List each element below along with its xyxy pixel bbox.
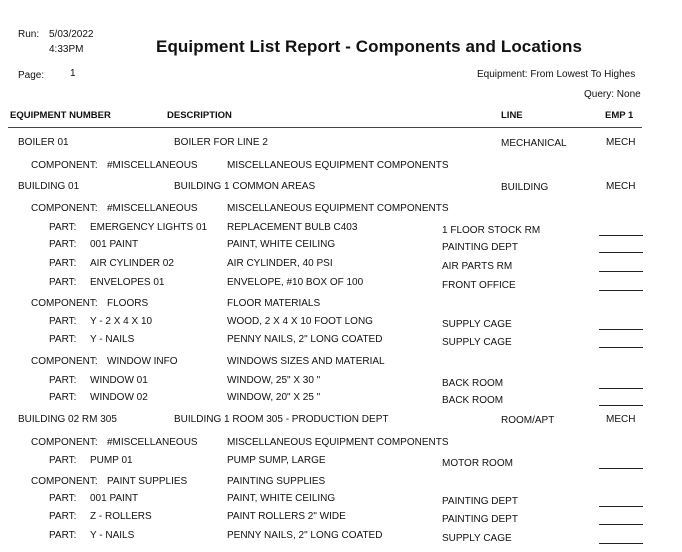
part-name: PUMP 01 (90, 455, 133, 466)
part-location: PAINTING DEPT (442, 242, 518, 253)
part-description: REPLACEMENT BULB C403 (227, 222, 358, 233)
col-line: LINE (501, 110, 523, 121)
component-description: MISCELLANEOUS EQUIPMENT COMPONENTS (227, 437, 449, 448)
component-description: MISCELLANEOUS EQUIPMENT COMPONENTS (227, 203, 449, 214)
part-location: SUPPLY CAGE (442, 319, 512, 330)
quantity-blank-line (599, 271, 643, 272)
report-title: Equipment List Report - Components and Locations (156, 37, 583, 56)
equipment-emp: MECH (606, 414, 636, 425)
equipment-emp: MECH (606, 181, 636, 192)
quantity-blank-line (599, 235, 643, 236)
run-label: Run: (18, 29, 40, 40)
part-location: MOTOR ROOM (442, 458, 513, 469)
equipment-emp: MECH (606, 137, 636, 148)
equipment-number: BUILDING 01 (18, 181, 80, 192)
part-name: WINDOW 01 (90, 375, 148, 386)
part-label: PART: (49, 334, 77, 345)
component-name: #MISCELLANEOUS (107, 160, 198, 171)
part-location: SUPPLY CAGE (442, 533, 512, 544)
quantity-blank-line (599, 388, 643, 389)
equipment-line: MECHANICAL (501, 138, 567, 149)
part-label: PART: (49, 277, 77, 288)
component-label: COMPONENT: (31, 298, 98, 309)
part-description: PUMP SUMP, LARGE (227, 455, 326, 466)
part-description: PENNY NAILS, 2" LONG COATED (227, 530, 383, 541)
part-label: PART: (49, 375, 77, 386)
part-name: 001 PAINT (90, 239, 139, 250)
page-label: Page: (18, 70, 45, 81)
part-label: PART: (49, 530, 77, 541)
part-name: Y - 2 X 4 X 10 (90, 316, 153, 327)
component-name: FLOORS (107, 298, 149, 309)
quantity-blank-line (599, 543, 643, 544)
part-location: AIR PARTS RM (442, 261, 513, 272)
component-name: #MISCELLANEOUS (107, 203, 198, 214)
part-description: WINDOW, 25" X 30 " (227, 375, 321, 386)
run-date: 5/03/2022 (49, 29, 94, 40)
part-name: Y - NAILS (90, 334, 135, 345)
component-label: COMPONENT: (31, 160, 98, 171)
component-description: MISCELLANEOUS EQUIPMENT COMPONENTS (227, 160, 449, 171)
equipment-range: Equipment: From Lowest To Highes (477, 69, 636, 80)
part-description: PAINT ROLLERS 2" WIDE (227, 511, 346, 522)
component-name: PAINT SUPPLIES (107, 476, 188, 487)
part-label: PART: (49, 239, 77, 250)
part-label: PART: (49, 511, 77, 522)
component-name: #MISCELLANEOUS (107, 437, 198, 448)
query-info: Query: None (584, 89, 641, 100)
run-time: 4:33PM (49, 44, 84, 55)
component-description: WINDOWS SIZES AND MATERIAL (227, 356, 385, 367)
part-name: 001 PAINT (90, 493, 139, 504)
part-label: PART: (49, 455, 77, 466)
part-name: Z - ROLLERS (90, 511, 152, 522)
part-label: PART: (49, 493, 77, 504)
header-divider (8, 127, 642, 128)
part-label: PART: (49, 258, 77, 269)
quantity-blank-line (599, 506, 643, 507)
part-label: PART: (49, 392, 77, 403)
part-description: PAINT, WHITE CEILING (227, 493, 336, 504)
part-location: BACK ROOM (442, 395, 504, 406)
component-label: COMPONENT: (31, 203, 98, 214)
equipment-number: BOILER 01 (18, 137, 69, 148)
part-location: BACK ROOM (442, 378, 504, 389)
part-location: SUPPLY CAGE (442, 337, 512, 348)
part-location: FRONT OFFICE (442, 280, 516, 291)
equipment-number: BUILDING 02 RM 305 (18, 414, 117, 425)
quantity-blank-line (599, 468, 643, 469)
quantity-blank-line (599, 252, 643, 253)
part-name: AIR CYLINDER 02 (90, 258, 174, 269)
page-number: 1 (70, 68, 76, 79)
part-location: 1 FLOOR STOCK RM (442, 225, 541, 236)
part-description: WINDOW, 20" X 25 " (227, 392, 321, 403)
component-name: WINDOW INFO (107, 356, 178, 367)
quantity-blank-line (599, 347, 643, 348)
col-equipment-number: EQUIPMENT NUMBER (10, 110, 111, 121)
quantity-blank-line (599, 405, 643, 406)
equipment-line: BUILDING (501, 182, 549, 193)
part-description: AIR CYLINDER, 40 PSI (227, 258, 333, 269)
equipment-line: ROOM/APT (501, 415, 555, 426)
part-name: WINDOW 02 (90, 392, 148, 403)
component-description: FLOOR MATERIALS (227, 298, 321, 309)
quantity-blank-line (599, 290, 643, 291)
part-description: ENVELOPE, #10 BOX OF 100 (227, 277, 364, 288)
part-label: PART: (49, 222, 77, 233)
component-label: COMPONENT: (31, 356, 98, 367)
component-description: PAINTING SUPPLIES (227, 476, 326, 487)
equipment-description: BUILDING 1 ROOM 305 - PRODUCTION DEPT (174, 414, 389, 425)
quantity-blank-line (599, 329, 643, 330)
part-name: ENVELOPES 01 (90, 277, 165, 288)
col-description: DESCRIPTION (167, 110, 232, 121)
part-name: Y - NAILS (90, 530, 135, 541)
component-label: COMPONENT: (31, 437, 98, 448)
quantity-blank-line (599, 524, 643, 525)
part-location: PAINTING DEPT (442, 496, 518, 507)
part-description: WOOD, 2 X 4 X 10 FOOT LONG (227, 316, 373, 327)
part-description: PAINT, WHITE CEILING (227, 239, 336, 250)
component-label: COMPONENT: (31, 476, 98, 487)
col-emp: EMP 1 (605, 110, 634, 121)
equipment-description: BUILDING 1 COMMON AREAS (174, 181, 316, 192)
equipment-description: BOILER FOR LINE 2 (174, 137, 268, 148)
part-description: PENNY NAILS, 2" LONG COATED (227, 334, 383, 345)
part-label: PART: (49, 316, 77, 327)
part-location: PAINTING DEPT (442, 514, 518, 525)
part-name: EMERGENCY LIGHTS 01 (90, 222, 208, 233)
